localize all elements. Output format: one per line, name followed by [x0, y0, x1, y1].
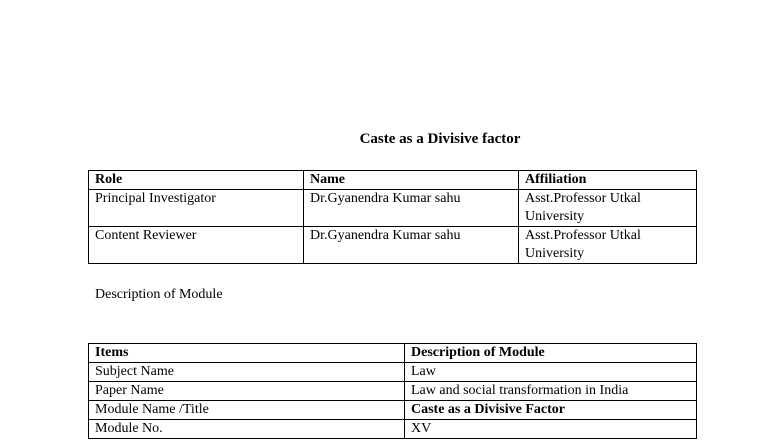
cell-name: Dr.Gyanendra Kumar sahu [304, 190, 519, 227]
cell-value: Caste as a Divisive Factor [405, 401, 697, 420]
header-affiliation: Affiliation [519, 171, 697, 190]
module-table [88, 343, 697, 439]
table-row [89, 190, 697, 227]
cell-role: Content Reviewer [89, 227, 304, 264]
table-row [89, 420, 697, 439]
cell-item: Module Name /Title [89, 401, 405, 420]
cell-affiliation: Asst.Professor Utkal University [519, 190, 697, 227]
roles-table [88, 170, 697, 264]
cell-name: Dr.Gyanendra Kumar sahu [304, 227, 519, 264]
header-items: Items [89, 344, 405, 363]
header-name: Name [304, 171, 519, 190]
cell-item: Paper Name [89, 382, 405, 401]
document-title: Caste as a Divisive factor [359, 131, 521, 147]
cell-value: Law [405, 363, 697, 382]
header-role: Role [89, 171, 304, 190]
table-row [89, 227, 697, 264]
table-row [89, 382, 697, 401]
table-row [89, 363, 697, 382]
cell-item: Module No. [89, 420, 405, 439]
table-row [89, 401, 697, 420]
table-header-row [89, 171, 697, 190]
cell-item: Subject Name [89, 363, 405, 382]
cell-value: Law and social transformation in India [405, 382, 697, 401]
table-header-row [89, 344, 697, 363]
description-label: Description of Module [95, 287, 223, 302]
cell-value: XV [405, 420, 697, 439]
header-description: Description of Module [405, 344, 697, 363]
cell-affiliation: Asst.Professor Utkal University [519, 227, 697, 264]
cell-role: Principal Investigator [89, 190, 304, 227]
